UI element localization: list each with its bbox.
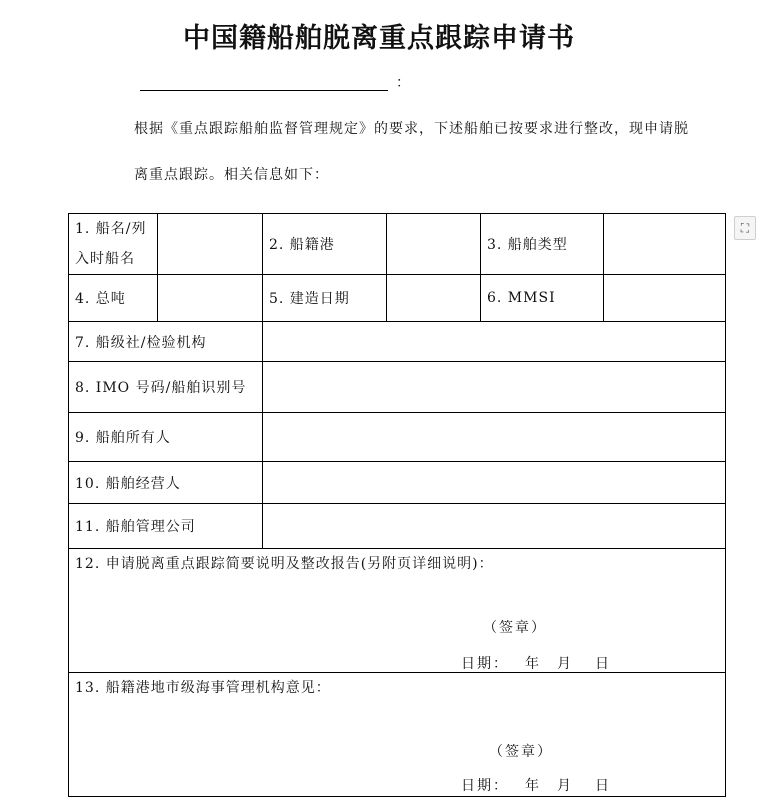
document-title: 中国籍船舶脱离重点跟踪申请书 [183,23,575,54]
addressee-blank-line [140,76,388,91]
form-row-11 [69,504,726,549]
form-row-10 [69,462,726,504]
report-label: 12. 申请脱离重点跟踪简要说明及整改报告(另附页详细说明)： [75,556,494,572]
form-row-8 [69,362,726,413]
report-date-label: 日期： [461,656,509,672]
manager-label: 11. 船舶管理公司 [69,504,263,549]
form-row-9 [69,413,726,462]
report-date-month: 月 [557,656,573,672]
addressee-colon: ： [396,75,410,91]
scan-icon[interactable]: ⛶ [734,216,756,240]
opinion-date-year: 年 [525,778,541,794]
mmsi-label: 6. MMSI [481,275,604,322]
opinion-label: 13. 船籍港地市级海事管理机构意见： [75,680,331,696]
report-date-day: 日 [595,656,611,672]
imo-number-label: 8. IMO 号码/船舶识别号 [69,362,263,413]
ship-name-field[interactable] [158,214,263,275]
opinion-section[interactable] [69,673,726,797]
report-seal-label: （签章） [483,620,547,636]
gross-tonnage-field[interactable] [158,275,263,322]
ship-name-label [69,214,158,275]
intro-paragraph-line2: 离重点跟踪。相关信息如下： [134,167,329,183]
build-date-label: 5. 建造日期 [263,275,387,322]
form-row-7 [69,322,726,362]
ship-name-label-line2: 入时船名 [75,251,135,267]
owner-label: 9. 船舶所有人 [69,413,263,462]
mmsi-field[interactable] [604,275,726,322]
ship-name-label-line1: 1. 船名/列 [75,221,147,237]
gross-tonnage-label: 4. 总吨 [69,275,158,322]
class-society-field[interactable] [263,322,726,362]
imo-number-field[interactable] [263,362,726,413]
owner-field[interactable] [263,413,726,462]
build-date-field[interactable] [387,275,481,322]
port-of-registry-label: 2. 船籍港 [263,214,387,275]
port-of-registry-field[interactable] [387,214,481,275]
ship-type-field[interactable] [604,214,726,275]
class-society-label: 7. 船级社/检验机构 [69,322,263,362]
operator-field[interactable] [263,462,726,504]
opinion-date-label: 日期： [461,778,509,794]
opinion-date-month: 月 [557,778,573,794]
form-row-1 [69,214,726,275]
form-row-12 [69,549,726,673]
intro-paragraph-line1: 根据《重点跟踪船舶监督管理规定》的要求，下述船舶已按要求进行整改，现申请脱 [134,121,689,137]
form-row-2 [69,275,726,322]
form-row-13 [69,673,726,797]
application-form-table [68,213,726,797]
report-date-year: 年 [525,656,541,672]
manager-field[interactable] [263,504,726,549]
report-section[interactable] [69,549,726,673]
operator-label: 10. 船舶经营人 [69,462,263,504]
opinion-seal-label: （签章） [489,744,553,760]
ship-type-label: 3. 船舶类型 [481,214,604,275]
opinion-date-day: 日 [595,778,611,794]
